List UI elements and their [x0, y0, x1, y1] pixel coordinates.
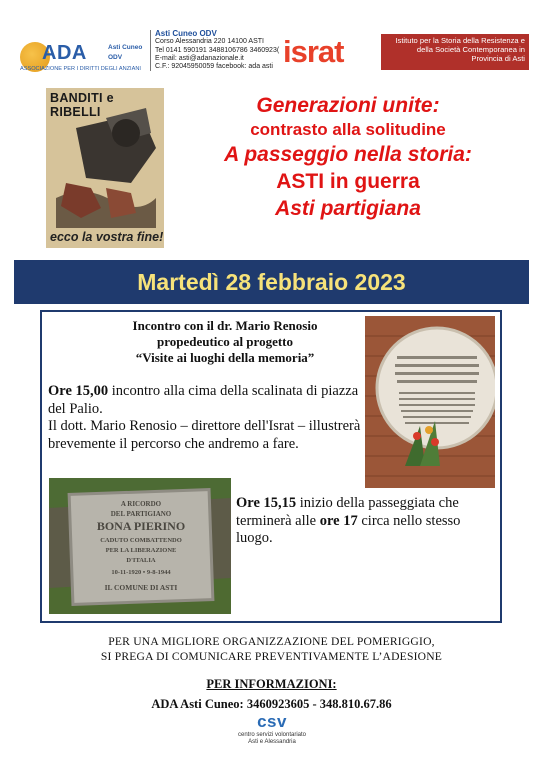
- plaque-line: A RICORDO: [120, 500, 162, 508]
- title-line-4: ASTI in guerra: [276, 170, 420, 193]
- poster-image: [46, 88, 164, 248]
- csv-logo-mark: csv: [257, 712, 287, 731]
- plaque-line: 10-11-1920 • 9-8-1944: [111, 569, 171, 576]
- poster-caption: ecco la vostra fine!: [50, 230, 164, 244]
- memorial-plaque-photo: [365, 316, 495, 488]
- plaque-line: CADUTO COMBATTENDO: [100, 537, 182, 544]
- contact-block: [150, 30, 283, 71]
- walk-end-time: ore 17: [319, 512, 358, 529]
- partisan-plaque-art: [49, 478, 231, 614]
- title-line-5: Asti partigiana: [275, 197, 421, 220]
- ada-logo: [20, 40, 148, 76]
- israt-logo: israt: [283, 34, 344, 69]
- paragraph-walk: [236, 495, 498, 548]
- notice-line-1: PER UNA MIGLIORE ORGANIZZAZIONE DEL POMERIGGIO,: [108, 635, 435, 648]
- event-title-block: [180, 92, 516, 222]
- walk-text-end: circa nello stesso luogo.: [236, 512, 461, 546]
- paragraph-meeting: [48, 383, 366, 453]
- info-label: PER INFORMAZIONI:: [206, 677, 337, 691]
- date-banner: Martedì 28 febbraio 2023: [14, 260, 529, 304]
- csv-logo-sub2: Asti e Alessandria: [248, 739, 296, 745]
- title-line-2: contrasto alla solitudine: [250, 120, 446, 139]
- contact-line: Tel 0141 590191 3488106786 3460923(: [155, 46, 280, 54]
- registration-notice: [0, 634, 543, 664]
- contact-title: Asti Cuneo ODV: [155, 29, 217, 38]
- intro-line-3: “Visite ai luoghi della memoria”: [135, 350, 315, 365]
- contact-line: C.F.: 92045950059 facebook: ada asti: [155, 63, 273, 71]
- csv-logo: [224, 712, 320, 762]
- partisan-plaque-photo: [49, 478, 231, 614]
- intro-block: [92, 318, 358, 366]
- meeting-text: incontro alla cima della scalinata di piazza del Palio.: [48, 383, 359, 417]
- plaque-line: PER LA LIBERAZIONE: [105, 547, 177, 554]
- meeting-time: Ore 15,00: [48, 383, 109, 399]
- walk-time: Ore 15,15: [236, 495, 297, 511]
- info-contact: ADA Asti Cuneo: 3460923605 - 348.810.67.86: [151, 697, 392, 711]
- walk-text: inizio della passeggiata che terminerà alle: [236, 495, 459, 529]
- title-line-3: A passeggio nella storia:: [224, 143, 472, 166]
- ada-logo-sub2: ODV: [108, 54, 123, 61]
- memorial-plaque-art: [365, 316, 495, 488]
- plaque-line: D'ITALIA: [126, 557, 156, 564]
- plaque-line: IL COMUNE DI ASTI: [104, 583, 178, 592]
- ada-logo-sub1: Asti Cuneo: [108, 44, 143, 51]
- notice-line-2: SI PREGA DI COMUNICARE PREVENTIVAMENTE L’ADESIONE: [100, 650, 443, 663]
- poster-title: BANDITI e RIBELLI: [50, 91, 114, 119]
- plaque-line: BONA PIERINO: [96, 519, 186, 533]
- contact-email[interactable]: E-mail: asti@adanazionale.it: [155, 54, 244, 62]
- plaque-line: DEL PARTIGIANO: [110, 510, 172, 518]
- meeting-description: Il dott. Mario Renosio – direttore dell'Israt – illustrerà brevemente il percorso che andremo a fare.: [48, 418, 361, 452]
- title-line-1: Generazioni unite:: [256, 94, 440, 117]
- intro-line-1: Incontro con il dr. Mario Renosio: [132, 318, 318, 333]
- intro-line-2: propedeutico al progetto: [156, 334, 293, 349]
- contact-line: Corso Alessandria 220 14100 ASTI: [155, 38, 264, 46]
- ada-logo-tagline: ASSOCIAZIONE PER I DIRITTI DEGLI ANZIANI: [20, 66, 141, 72]
- ada-logo-word: ADA: [42, 42, 87, 64]
- csv-logo-sub1: centro servizi volontariato: [237, 732, 307, 738]
- israt-institute-box: Istituto per la Storia della Resistenza e della Società Contemporanea in Provincia di Asti: [381, 34, 529, 70]
